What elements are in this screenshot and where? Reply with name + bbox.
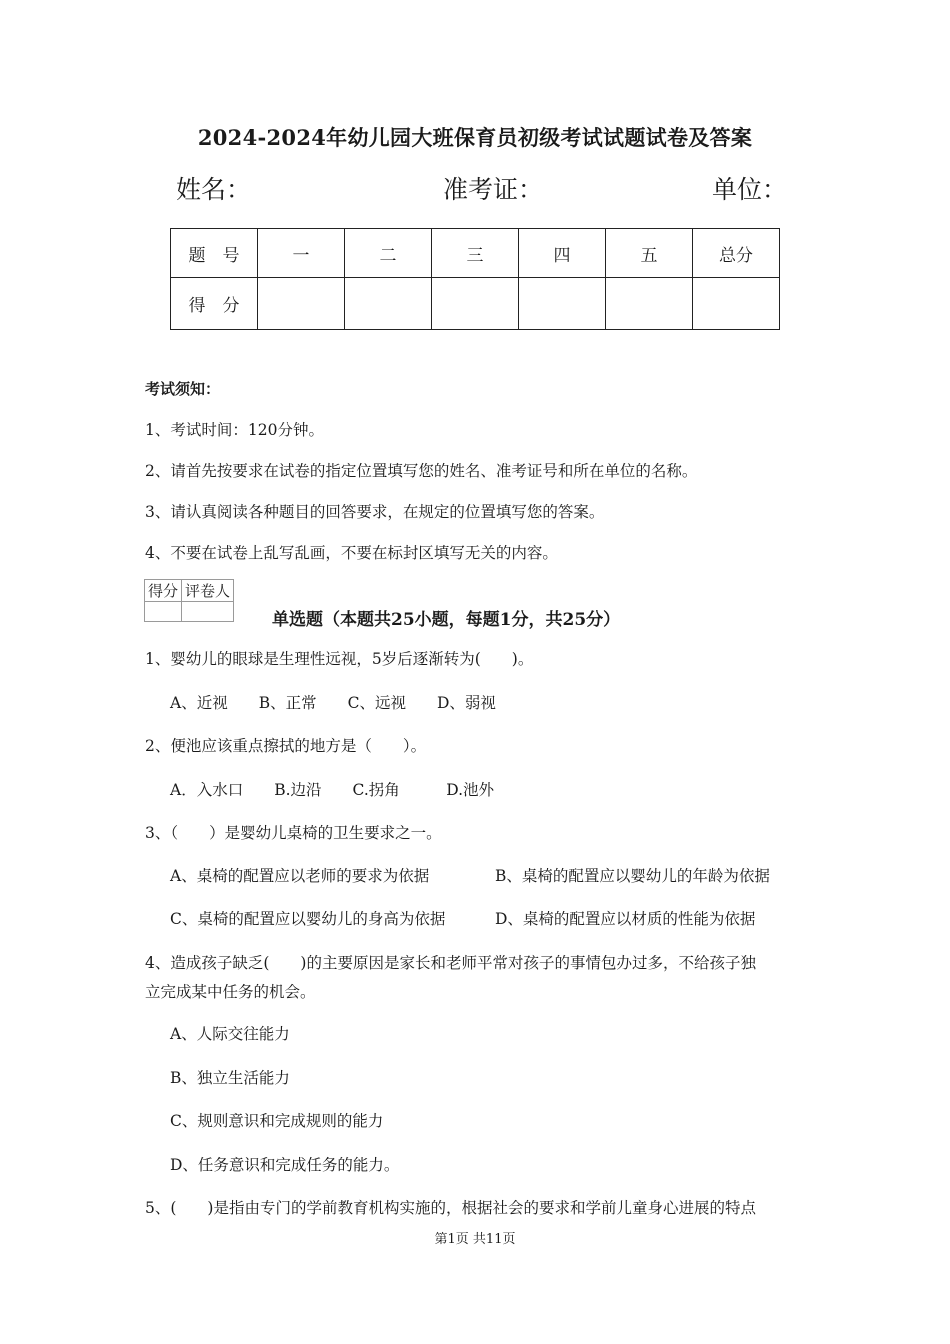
score-cell: [345, 278, 432, 330]
name-field-label: 姓名：: [176, 175, 252, 204]
question-3-stem: 3、（ ）是婴幼儿桌椅的卫生要求之一。: [145, 824, 442, 842]
question-5-stem: 5、( )是指由专门的学前教育机构实施的，根据社会的要求和学前儿童身心进展的特点: [145, 1199, 756, 1217]
unit-field-label: 单位：: [712, 175, 788, 204]
question-1-stem: 1、婴幼儿的眼球是生理性远视，5岁后逐渐转为( )。: [145, 650, 534, 668]
question-3-option-b: B、桌椅的配置应以婴幼儿的年龄为依据: [495, 867, 770, 885]
notice-item: 3、请认真阅读各种题目的回答要求，在规定的位置填写您的答案。: [145, 503, 605, 521]
score-table-score-row: [171, 278, 780, 330]
question-3-option-a: A、桌椅的配置应以老师的要求为依据: [170, 867, 430, 885]
question-4-option-b: B、独立生活能力: [170, 1069, 290, 1087]
score-row-label: 得 分: [171, 278, 258, 330]
question-4-stem: 4、造成孩子缺乏( )的主要原因是家长和老师平常对孩子的事情包办过多，不给孩子独: [145, 954, 756, 972]
section-title: 单选题（本题共25小题，每题1分，共25分）: [272, 610, 621, 630]
grader-box-score-cell: [145, 602, 182, 622]
score-table-header-cell: 五: [606, 229, 693, 278]
page-footer: 第1页 共11页: [434, 1232, 516, 1247]
question-4-option-a: A、人际交往能力: [170, 1025, 290, 1043]
score-table-header-cell: 题 号: [171, 229, 258, 278]
score-table-header-row: [171, 229, 780, 278]
score-cell: [606, 278, 693, 330]
score-cell: [519, 278, 606, 330]
exam-id-field-label: 准考证：: [443, 175, 544, 204]
question-2-options: A．入水口 B.边沿 C.拐角 D.池外: [170, 781, 495, 799]
notice-item: 1、考试时间：120分钟。: [145, 421, 324, 439]
score-cell: [432, 278, 519, 330]
page-title: 2024-2024年幼儿园大班保育员初级考试试题试卷及答案: [197, 125, 753, 150]
question-2-stem: 2、便池应该重点擦拭的地方是（ ）。: [145, 737, 427, 755]
score-table-header-cell: 一: [258, 229, 345, 278]
grader-box-score-label: 得分: [145, 580, 182, 602]
question-3-option-c: C、桌椅的配置应以婴幼儿的身高为依据: [170, 910, 446, 928]
notice-heading: 考试须知：: [145, 380, 221, 398]
score-table-header-cell: 三: [432, 229, 519, 278]
grader-box: [144, 579, 234, 622]
grader-box-grader-label: 评卷人: [182, 580, 234, 602]
question-1-options: A、近视 B、正常 C、远视 D、弱视: [170, 694, 496, 712]
score-table-header-cell: 四: [519, 229, 606, 278]
score-cell: [693, 278, 780, 330]
score-table: [170, 228, 780, 330]
score-table-header-cell: 总分: [693, 229, 780, 278]
question-3-option-d: D、桌椅的配置应以材质的性能为依据: [495, 910, 756, 928]
question-4-option-d: D、任务意识和完成任务的能力。: [170, 1156, 400, 1174]
question-4-option-c: C、规则意识和完成规则的能力: [170, 1112, 384, 1130]
score-table-header-cell: 二: [345, 229, 432, 278]
notice-item: 4、不要在试卷上乱写乱画，不要在标封区填写无关的内容。: [145, 544, 558, 562]
question-4-stem-continued: 立完成某中任务的机会。: [145, 983, 316, 1001]
score-cell: [258, 278, 345, 330]
notice-item: 2、请首先按要求在试卷的指定位置填写您的姓名、准考证号和所在单位的名称。: [145, 462, 698, 480]
grader-box-grader-cell: [182, 602, 234, 622]
